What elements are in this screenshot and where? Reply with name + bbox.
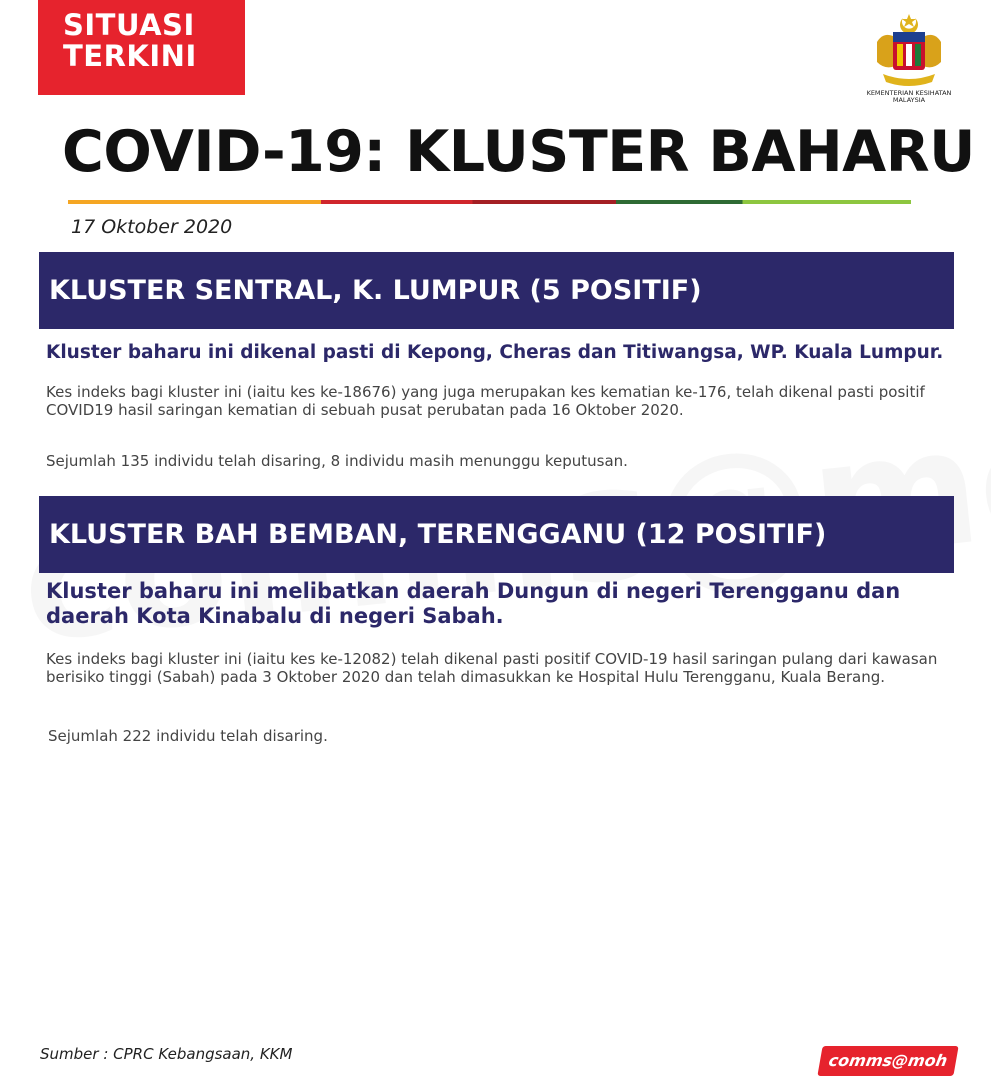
ministry-name-line-2: MALAYSIA [892, 96, 926, 104]
title-underline [68, 200, 911, 204]
cluster-2-headline: Kluster baharu ini melibatkan daerah Dungun di negeri Terengganu dan daerah Kota Kinabalu di negeri Sabah. [46, 579, 901, 628]
badge-line-2: TERKINI [63, 39, 197, 73]
badge-line-1: SITUASI [63, 8, 195, 42]
report-date: 17 Oktober 2020 [71, 216, 233, 238]
cluster-2-header: KLUSTER BAH BEMBAN, TERENGGANU (12 POSITIF) [39, 496, 954, 573]
situasi-terkini-badge [38, 0, 245, 95]
cluster-1-headline: Kluster baharu ini dikenal pasti di Kepong, Cheras dan Titiwangsa, WP. Kuala Lumpur. [46, 342, 944, 363]
cluster-2-screening: Sejumlah 222 individu telah disaring. [48, 727, 328, 745]
ministry-name-line-1: KEMENTERIAN KESIHATAN [866, 89, 952, 97]
source-note: Sumber : CPRC Kebangsaan, KKM [40, 1045, 293, 1063]
ministry-name [857, 90, 961, 104]
malaysia-coat-of-arms-icon [869, 12, 949, 88]
ministry-logo [857, 12, 961, 108]
comms-moh-brand-tag: comms@moh [817, 1046, 958, 1076]
page-title: COVID-19: KLUSTER BAHARU [62, 119, 975, 185]
cluster-1-header: KLUSTER SENTRAL, K. LUMPUR (5 POSITIF) [39, 252, 954, 329]
cluster-1-screening: Sejumlah 135 individu telah disaring, 8 individu masih menunggu keputusan. [46, 452, 628, 470]
cluster-1-index-case: Kes indeks bagi kluster ini (iaitu kes ke-18676) yang juga merupakan kes kematian ke-176, telah dikenal pasti positif COVID19 hasil saringan kematian di sebuah pusat perubatan pada 16 Oktober 2020. [46, 383, 925, 419]
cluster-2-index-case: Kes indeks bagi kluster ini (iaitu kes ke-12082) telah dikenal pasti positif COVID-19 hasil saringan pulang dari kawasan berisiko tinggi (Sabah) pada 3 Oktober 2020 dan telah dimasukkan ke Hospital Hulu Terengganu, Kuala Berang. [46, 650, 938, 686]
